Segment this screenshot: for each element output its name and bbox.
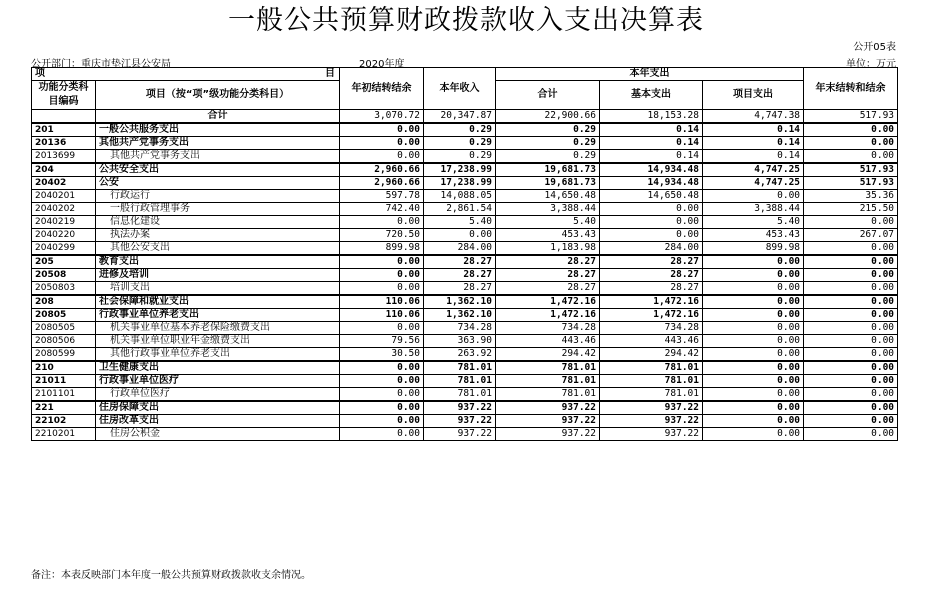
- row-income: 937.22: [424, 428, 496, 441]
- header-row-1: [32, 68, 898, 81]
- report-body: [32, 68, 898, 441]
- row-end: 0.00: [804, 309, 898, 322]
- row-code: 205: [32, 255, 96, 269]
- row-code: 2040201: [32, 190, 96, 203]
- row-name: 社会保障和就业支出: [96, 295, 340, 309]
- row-project: 0.14: [703, 137, 804, 150]
- row-end: 517.93: [804, 177, 898, 190]
- report-table: [31, 67, 898, 441]
- row-total: 937.22: [496, 428, 600, 441]
- table-row: [32, 282, 898, 296]
- table-row: [32, 401, 898, 415]
- row-basic: 781.01: [600, 361, 703, 375]
- row-name: 一般公共服务支出: [96, 123, 340, 137]
- row-basic: 0.14: [600, 137, 703, 150]
- row-total: 19,681.73: [496, 163, 600, 177]
- row-name: 信息化建设: [96, 216, 340, 229]
- row-basic: 1,472.16: [600, 309, 703, 322]
- table-row: [32, 322, 898, 335]
- row-income: 937.22: [424, 401, 496, 415]
- row-project: 0.00: [703, 361, 804, 375]
- row-basic: 28.27: [600, 255, 703, 269]
- table-row: [32, 163, 898, 177]
- header-begin-balance: 年初结转结余: [340, 68, 424, 110]
- row-begin: 0.00: [340, 123, 424, 137]
- row-code: 21011: [32, 375, 96, 388]
- row-basic: 937.22: [600, 428, 703, 441]
- row-total: 937.22: [496, 415, 600, 428]
- row-total: 781.01: [496, 388, 600, 402]
- row-name: 住房公积金: [96, 428, 340, 441]
- row-income: 14,088.05: [424, 190, 496, 203]
- total-row: [32, 110, 898, 124]
- table-row: [32, 150, 898, 164]
- row-basic: 0.14: [600, 150, 703, 164]
- row-code: 221: [32, 401, 96, 415]
- row-basic: 0.00: [600, 229, 703, 242]
- row-begin: 0.00: [340, 216, 424, 229]
- row-end: 0.00: [804, 361, 898, 375]
- table-row: [32, 269, 898, 282]
- row-begin: 720.50: [340, 229, 424, 242]
- row-income: 0.00: [424, 229, 496, 242]
- row-project: 0.00: [703, 348, 804, 362]
- row-name: 行政单位医疗: [96, 388, 340, 402]
- row-name: 行政运行: [96, 190, 340, 203]
- row-name: 进修及培训: [96, 269, 340, 282]
- row-income: 781.01: [424, 388, 496, 402]
- row-income: 284.00: [424, 242, 496, 256]
- row-end: 0.00: [804, 255, 898, 269]
- table-row: [32, 295, 898, 309]
- row-project: 0.00: [703, 428, 804, 441]
- row-total: 781.01: [496, 375, 600, 388]
- row-project: 4,747.25: [703, 177, 804, 190]
- row-end: 0.00: [804, 123, 898, 137]
- table-row: [32, 255, 898, 269]
- row-project: 0.00: [703, 375, 804, 388]
- row-begin: 2,960.66: [340, 177, 424, 190]
- row-project: 4,747.25: [703, 163, 804, 177]
- total-basic: 18,153.28: [600, 110, 703, 124]
- row-total: 1,472.16: [496, 295, 600, 309]
- row-basic: 0.14: [600, 123, 703, 137]
- row-total: 28.27: [496, 255, 600, 269]
- row-begin: 0.00: [340, 137, 424, 150]
- row-code: 20402: [32, 177, 96, 190]
- row-begin: 0.00: [340, 388, 424, 402]
- row-total: 19,681.73: [496, 177, 600, 190]
- row-code: 2101101: [32, 388, 96, 402]
- row-total: 443.46: [496, 335, 600, 348]
- row-basic: 734.28: [600, 322, 703, 335]
- row-end: 0.00: [804, 415, 898, 428]
- row-name: 住房保障支出: [96, 401, 340, 415]
- row-end: 0.00: [804, 242, 898, 256]
- row-income: 28.27: [424, 269, 496, 282]
- row-income: 28.27: [424, 255, 496, 269]
- row-total: 5.40: [496, 216, 600, 229]
- header-income: 本年收入: [424, 68, 496, 110]
- row-basic: 14,934.48: [600, 177, 703, 190]
- row-basic: 28.27: [600, 269, 703, 282]
- row-basic: 937.22: [600, 401, 703, 415]
- row-project: 0.00: [703, 309, 804, 322]
- header-name: 项目（按“项”级功能分类科目）: [96, 81, 340, 110]
- row-name: 住房改革支出: [96, 415, 340, 428]
- row-end: 0.00: [804, 216, 898, 229]
- total-end: 517.93: [804, 110, 898, 124]
- table-row: [32, 123, 898, 137]
- row-income: 0.29: [424, 123, 496, 137]
- table-row: [32, 190, 898, 203]
- row-end: 0.00: [804, 322, 898, 335]
- row-project: 0.00: [703, 401, 804, 415]
- row-code: 2050803: [32, 282, 96, 296]
- row-total: 3,388.44: [496, 203, 600, 216]
- row-basic: 0.00: [600, 203, 703, 216]
- row-name: 一般行政管理事务: [96, 203, 340, 216]
- total-code-cell: [32, 110, 96, 124]
- total-project: 4,747.38: [703, 110, 804, 124]
- row-total: 781.01: [496, 361, 600, 375]
- row-end: 0.00: [804, 137, 898, 150]
- row-total: 0.29: [496, 150, 600, 164]
- header-expense-group: 本年支出: [496, 68, 804, 81]
- row-begin: 0.00: [340, 415, 424, 428]
- row-basic: 0.00: [600, 216, 703, 229]
- table-row: [32, 216, 898, 229]
- row-end: 267.07: [804, 229, 898, 242]
- row-code: 2080506: [32, 335, 96, 348]
- row-code: 22102: [32, 415, 96, 428]
- row-name: 卫生健康支出: [96, 361, 340, 375]
- header-item-end: 目: [325, 68, 335, 79]
- row-begin: 742.40: [340, 203, 424, 216]
- row-code: 20508: [32, 269, 96, 282]
- row-code: 2013699: [32, 150, 96, 164]
- table-row: [32, 348, 898, 362]
- row-code: 204: [32, 163, 96, 177]
- table-row: [32, 415, 898, 428]
- row-income: 1,362.10: [424, 295, 496, 309]
- row-total: 28.27: [496, 282, 600, 296]
- row-name: 其他共产党事务支出: [96, 150, 340, 164]
- row-basic: 14,934.48: [600, 163, 703, 177]
- table-row: [32, 229, 898, 242]
- row-end: 0.00: [804, 335, 898, 348]
- row-begin: 110.06: [340, 295, 424, 309]
- row-basic: 294.42: [600, 348, 703, 362]
- table-row: [32, 375, 898, 388]
- row-total: 734.28: [496, 322, 600, 335]
- row-begin: 0.00: [340, 150, 424, 164]
- table-row: [32, 335, 898, 348]
- row-name: 公共安全支出: [96, 163, 340, 177]
- row-end: 0.00: [804, 401, 898, 415]
- row-end: 0.00: [804, 150, 898, 164]
- row-begin: 0.00: [340, 428, 424, 441]
- row-code: 2210201: [32, 428, 96, 441]
- row-end: 0.00: [804, 375, 898, 388]
- table-row: [32, 361, 898, 375]
- row-total: 0.29: [496, 137, 600, 150]
- row-income: 17,238.99: [424, 163, 496, 177]
- row-income: 734.28: [424, 322, 496, 335]
- header-item-cell: [32, 68, 340, 81]
- row-total: 0.29: [496, 123, 600, 137]
- row-name: 教育支出: [96, 255, 340, 269]
- row-basic: 937.22: [600, 415, 703, 428]
- row-begin: 0.00: [340, 282, 424, 296]
- row-code: 20805: [32, 309, 96, 322]
- row-name: 其他共产党事务支出: [96, 137, 340, 150]
- header-total: 合计: [496, 81, 600, 110]
- row-basic: 14,650.48: [600, 190, 703, 203]
- row-code: 2040220: [32, 229, 96, 242]
- row-begin: 79.56: [340, 335, 424, 348]
- fiscal-year: 2020年度: [359, 59, 405, 70]
- row-code: 210: [32, 361, 96, 375]
- row-total: 1,183.98: [496, 242, 600, 256]
- header-item: 项: [35, 68, 45, 79]
- header-project: 项目支出: [703, 81, 804, 110]
- table-row: [32, 242, 898, 256]
- row-project: 0.00: [703, 335, 804, 348]
- row-project: 0.14: [703, 150, 804, 164]
- form-code: 公开05表: [853, 42, 896, 53]
- row-begin: 0.00: [340, 401, 424, 415]
- total-begin: 3,070.72: [340, 110, 424, 124]
- row-income: 363.90: [424, 335, 496, 348]
- row-code: 2080599: [32, 348, 96, 362]
- row-end: 517.93: [804, 163, 898, 177]
- row-total: 294.42: [496, 348, 600, 362]
- row-name: 机关事业单位基本养老保险缴费支出: [96, 322, 340, 335]
- row-project: 0.14: [703, 123, 804, 137]
- row-end: 0.00: [804, 428, 898, 441]
- row-name: 机关事业单位职业年金缴费支出: [96, 335, 340, 348]
- row-code: 208: [32, 295, 96, 309]
- row-begin: 899.98: [340, 242, 424, 256]
- row-code: 20136: [32, 137, 96, 150]
- row-income: 2,861.54: [424, 203, 496, 216]
- row-project: 0.00: [703, 282, 804, 296]
- row-name: 培训支出: [96, 282, 340, 296]
- row-code: 2040219: [32, 216, 96, 229]
- row-code: 2040299: [32, 242, 96, 256]
- row-name: 其他行政事业单位养老支出: [96, 348, 340, 362]
- row-total: 1,472.16: [496, 309, 600, 322]
- row-begin: 0.00: [340, 361, 424, 375]
- row-begin: 0.00: [340, 375, 424, 388]
- row-basic: 1,472.16: [600, 295, 703, 309]
- row-basic: 781.01: [600, 375, 703, 388]
- row-total: 28.27: [496, 269, 600, 282]
- row-name: 行政事业单位养老支出: [96, 309, 340, 322]
- row-end: 35.36: [804, 190, 898, 203]
- page-title: 一般公共预算财政拨款收入支出决算表: [228, 5, 704, 36]
- row-project: 5.40: [703, 216, 804, 229]
- total-total: 22,900.66: [496, 110, 600, 124]
- department-label: 公开部门：重庆市垫江县公安局: [31, 59, 171, 70]
- footnote: 备注：本表反映部门本年度一般公共预算财政拨款收支余情况。: [31, 570, 311, 581]
- table-row: [32, 309, 898, 322]
- row-income: 263.92: [424, 348, 496, 362]
- row-project: 0.00: [703, 190, 804, 203]
- row-total: 14,650.48: [496, 190, 600, 203]
- row-end: 0.00: [804, 269, 898, 282]
- row-begin: 2,960.66: [340, 163, 424, 177]
- row-end: 215.50: [804, 203, 898, 216]
- row-income: 5.40: [424, 216, 496, 229]
- row-end: 0.00: [804, 348, 898, 362]
- row-end: 0.00: [804, 282, 898, 296]
- row-project: 3,388.44: [703, 203, 804, 216]
- header-basic: 基本支出: [600, 81, 703, 110]
- row-basic: 781.01: [600, 388, 703, 402]
- row-project: 0.00: [703, 255, 804, 269]
- row-income: 1,362.10: [424, 309, 496, 322]
- row-code: 201: [32, 123, 96, 137]
- row-name: 执法办案: [96, 229, 340, 242]
- header-code: 功能分类科目编码: [32, 81, 96, 110]
- row-begin: 0.00: [340, 269, 424, 282]
- row-name: 其他公安支出: [96, 242, 340, 256]
- row-basic: 284.00: [600, 242, 703, 256]
- row-code: 2040202: [32, 203, 96, 216]
- table-row: [32, 428, 898, 441]
- row-begin: 0.00: [340, 255, 424, 269]
- total-label: 合计: [96, 110, 340, 124]
- unit-label: 单位：万元: [846, 59, 896, 70]
- table-row: [32, 388, 898, 402]
- row-income: 0.29: [424, 150, 496, 164]
- row-total: 937.22: [496, 401, 600, 415]
- row-project: 0.00: [703, 295, 804, 309]
- row-project: 0.00: [703, 269, 804, 282]
- table-row: [32, 137, 898, 150]
- row-basic: 443.46: [600, 335, 703, 348]
- row-project: 0.00: [703, 388, 804, 402]
- row-project: 899.98: [703, 242, 804, 256]
- row-income: 17,238.99: [424, 177, 496, 190]
- row-name: 行政事业单位医疗: [96, 375, 340, 388]
- row-end: 0.00: [804, 388, 898, 402]
- row-total: 453.43: [496, 229, 600, 242]
- row-begin: 597.78: [340, 190, 424, 203]
- row-end: 0.00: [804, 295, 898, 309]
- row-income: 781.01: [424, 361, 496, 375]
- row-income: 28.27: [424, 282, 496, 296]
- header-end-balance: 年末结转和结余: [804, 68, 898, 110]
- row-name: 公安: [96, 177, 340, 190]
- row-income: 0.29: [424, 137, 496, 150]
- row-project: 0.00: [703, 322, 804, 335]
- row-begin: 0.00: [340, 322, 424, 335]
- table-row: [32, 203, 898, 216]
- row-begin: 30.50: [340, 348, 424, 362]
- row-code: 2080505: [32, 322, 96, 335]
- row-project: 0.00: [703, 415, 804, 428]
- row-project: 453.43: [703, 229, 804, 242]
- table-row: [32, 177, 898, 190]
- row-basic: 28.27: [600, 282, 703, 296]
- row-income: 781.01: [424, 375, 496, 388]
- total-income: 20,347.87: [424, 110, 496, 124]
- row-income: 937.22: [424, 415, 496, 428]
- row-begin: 110.06: [340, 309, 424, 322]
